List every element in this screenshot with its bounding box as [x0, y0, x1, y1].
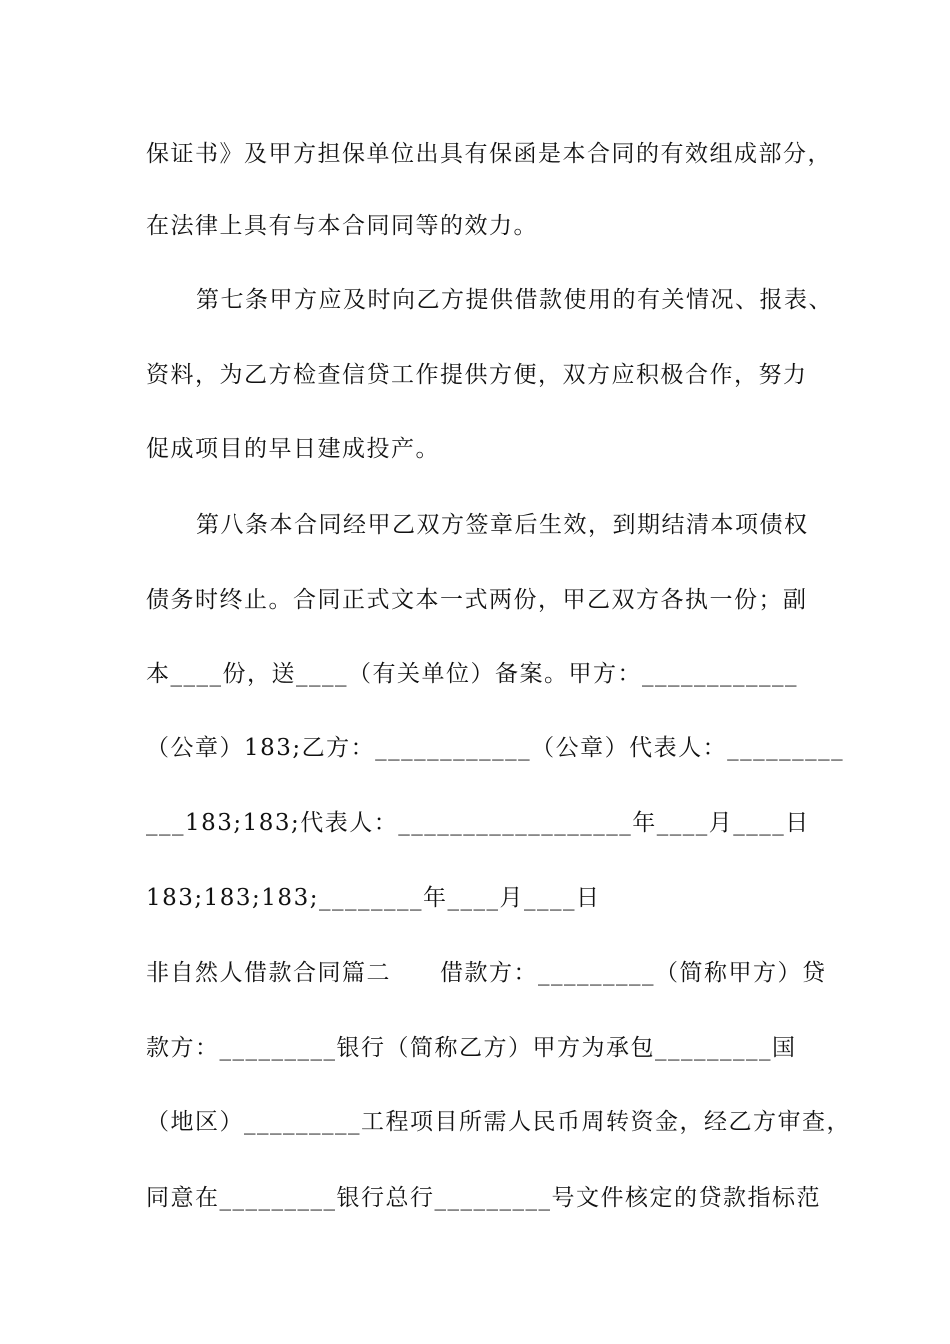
paragraph-line: 同意在_________银行总行_________号文件核定的贷款指标范 — [146, 1185, 821, 1211]
article-7-line: 第七条甲方应及时向乙方提供借款使用的有关情况、报表、 — [196, 287, 833, 313]
paragraph-line: 183;183;183;________年____月____日 — [146, 885, 601, 911]
paragraph-line: 在法律上具有与本合同同等的效力。 — [146, 213, 538, 239]
paragraph-line: 保证书》及甲方担保单位出具有保函是本合同的有效组成部分， — [146, 141, 832, 167]
article-8-line: 第八条本合同经甲乙双方签章后生效，到期结清本项债权 — [196, 512, 809, 538]
paragraph-line: ___183;183;代表人：__________________年____月____日 — [146, 810, 810, 836]
paragraph-line: （公章）183;乙方：____________（公章）代表人：_________ — [146, 735, 845, 761]
paragraph-line: 资料，为乙方检查信贷工作提供方便，双方应积极合作，努力 — [146, 362, 808, 388]
paragraph-line: 债务时终止。合同正式文本一式两份，甲乙双方各执一份；副 — [146, 587, 808, 613]
paragraph-line: 款方：_________银行（简称乙方）甲方为承包_________国 — [146, 1035, 797, 1061]
paragraph-line: （地区）_________工程项目所需人民币周转资金，经乙方审查， — [146, 1109, 851, 1135]
paragraph-line: 本____份，送____（有关单位）备案。甲方：____________ — [146, 661, 798, 687]
section-heading-line: 非自然人借款合同篇二 借款方：_________（简称甲方）贷 — [146, 960, 827, 986]
paragraph-line: 促成项目的早日建成投产。 — [146, 436, 440, 462]
